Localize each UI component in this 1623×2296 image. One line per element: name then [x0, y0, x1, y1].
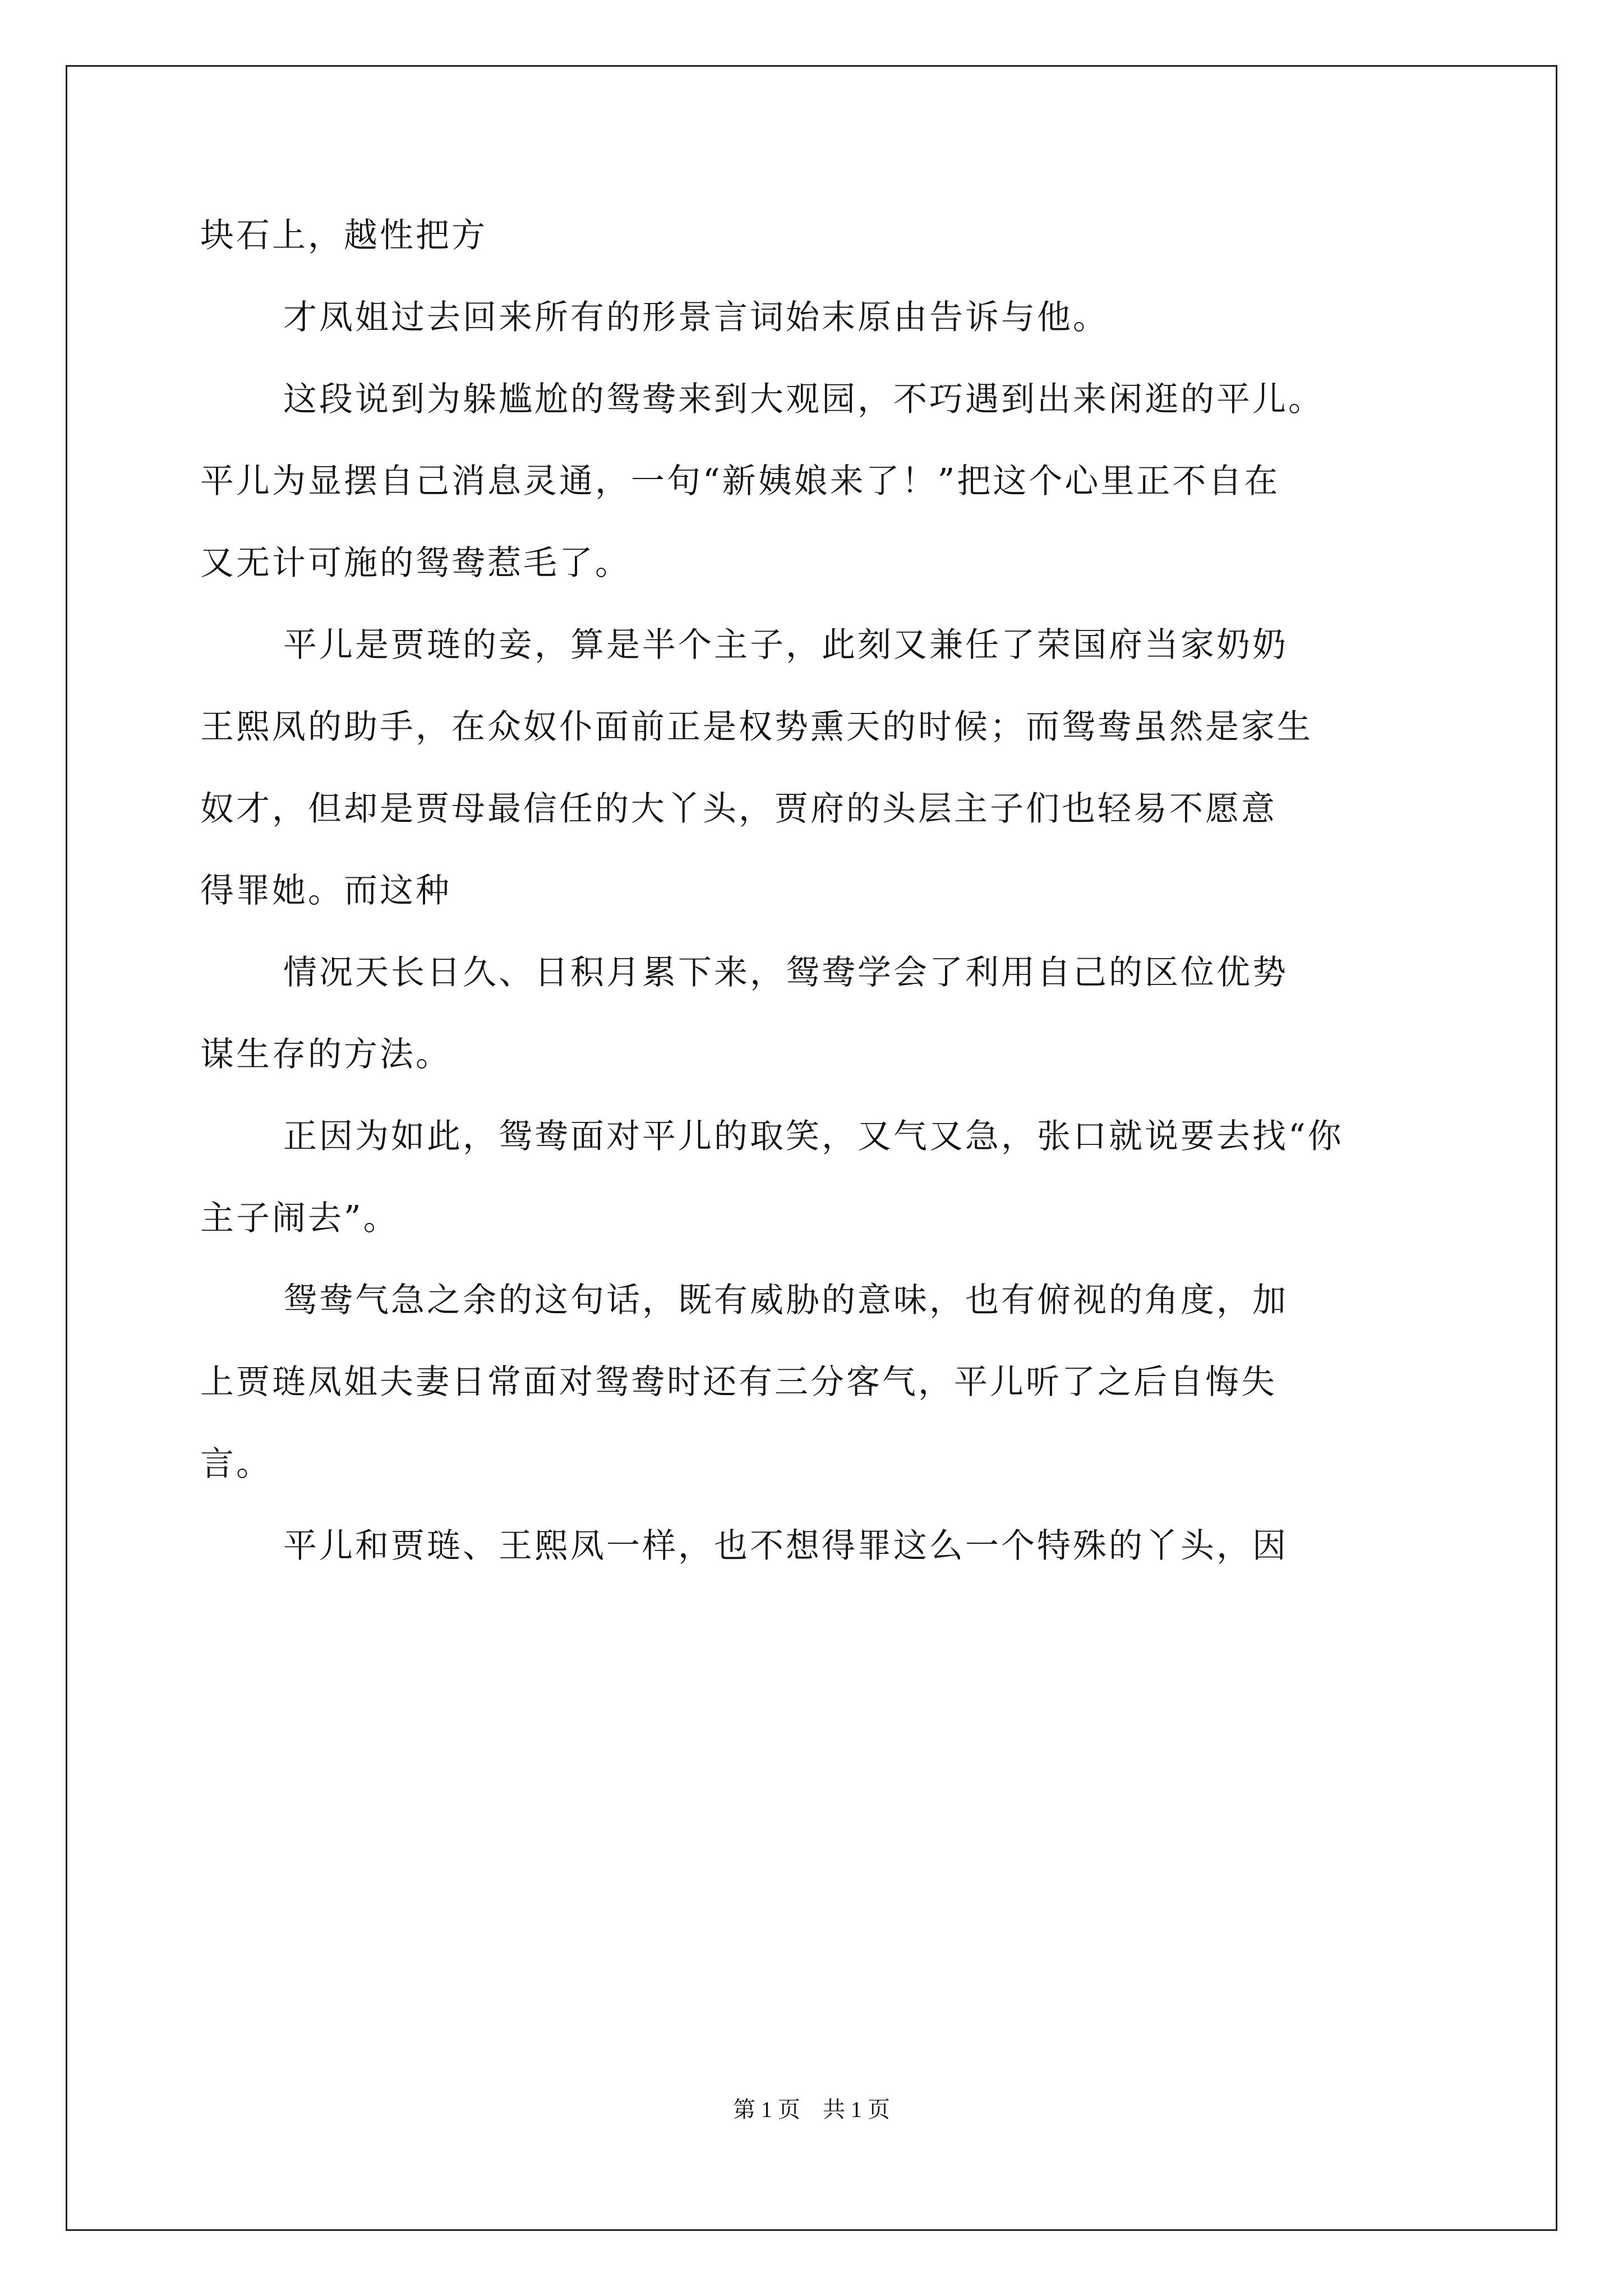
paragraph: [200, 1524, 1434, 1568]
text-line: 又无计可施的鸳鸯惹毛了。: [200, 544, 631, 583]
text-line: 主子闹去”。: [200, 1199, 399, 1238]
document-body: [200, 213, 1434, 1568]
text-line: 这段说到为躲尴尬的鸳鸯来到大观园，不巧遇到出来闲逛的平儿。: [283, 380, 1324, 419]
text-line: 才凤姐过去回来所有的形景言词始末原由告诉与他。: [283, 298, 1109, 337]
text-line: 情况天长日久、日积月累下来，鸳鸯学会了利用自己的区位优势: [283, 953, 1288, 992]
paragraph: [200, 1114, 1434, 1241]
text-line: 得罪她。而这种: [200, 871, 451, 910]
text-line: 鸳鸯气急之余的这句话，既有威胁的意味，也有俯视的角度，加: [283, 1281, 1288, 1320]
paragraph: [200, 295, 1434, 340]
text-line: 上贾琏凤姐夫妻日常面对鸳鸯时还有三分客气，平儿听了之后自悔失: [200, 1363, 1277, 1402]
text-line: 正因为如此，鸳鸯面对平儿的取笑，又气又急，张口就说要去找“你: [283, 1117, 1344, 1156]
text-line: 言。: [200, 1444, 272, 1484]
text-line: 王熙凤的助手，在众奴仆面前正是权势熏天的时候；而鸳鸯虽然是家生: [200, 707, 1313, 747]
text-line: 块石上，越性把方: [200, 216, 487, 255]
paragraph: [200, 213, 1434, 258]
paragraph: [200, 950, 1434, 1077]
page-footer: [0, 2096, 1623, 2124]
text-line: 平儿为显摆自己消息灵通，一句“新姨娘来了！”把这个心里正不自在: [200, 462, 1280, 501]
page-number: 第 1 页: [733, 2097, 800, 2122]
paragraph: [200, 623, 1434, 913]
text-line: 平儿和贾琏、王熙凤一样，也不想得罪这么一个特殊的丫头，因: [283, 1526, 1288, 1566]
page-total: 共 1 页: [823, 2097, 890, 2122]
text-line: 平儿是贾琏的妾，算是半个主子，此刻又兼任了荣国府当家奶奶: [283, 625, 1288, 665]
text-line: 谋生存的方法。: [200, 1035, 451, 1074]
text-line: 奴才，但却是贾母最信任的大丫头，贾府的头层主子们也轻易不愿意: [200, 789, 1277, 829]
paragraph: [200, 377, 1434, 586]
paragraph: [200, 1278, 1434, 1487]
